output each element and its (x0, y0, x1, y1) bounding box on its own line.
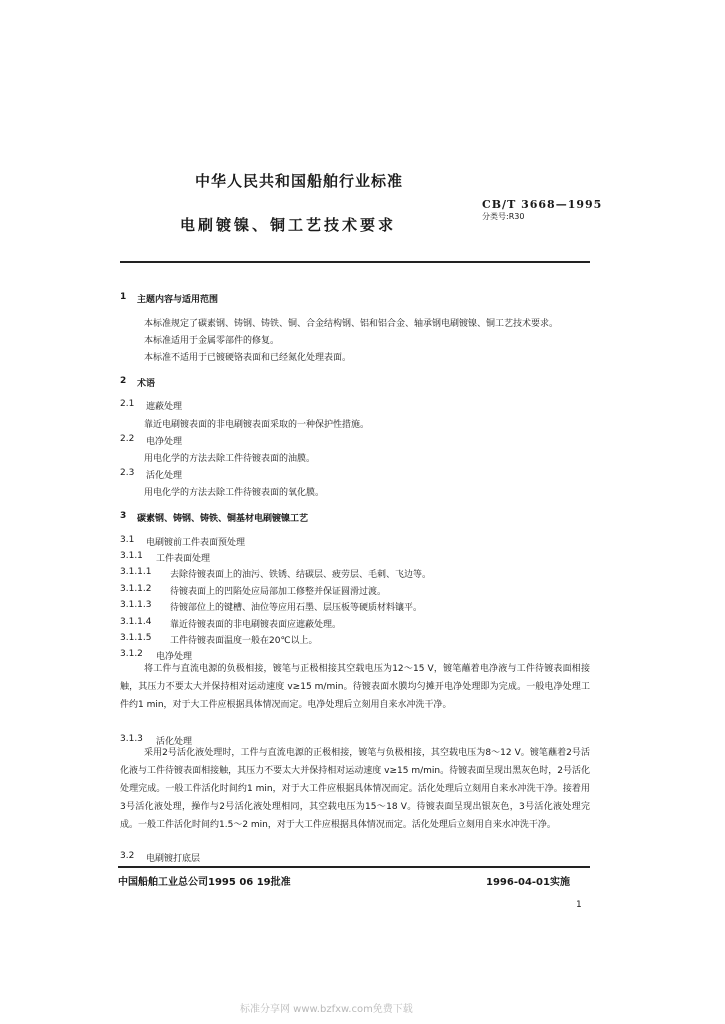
clause-3-1-2-title: 电净处理 (156, 652, 193, 662)
standard-code: CB/T 3668—1995 (482, 198, 603, 211)
clause-3-1-3-number: 3.1.3 (120, 734, 143, 744)
clause-3-1-2-number: 3.1.2 (120, 649, 143, 659)
clause-3-1-1-2-text: 待镀表面上的凹陷处应局部加工修整并保证圆滑过渡。 (170, 587, 387, 597)
approval-date: 中国船舶工业总公司1995 06 19批准 (118, 877, 291, 888)
term-2-3-number: 2.3 (120, 468, 135, 478)
clause-3-1-1-1-number: 3.1.1.1 (120, 567, 152, 577)
term-2-1-desc: 靠近电刷镀表面的非电刷镀表面采取的一种保护性措施。 (144, 420, 370, 430)
term-2-2-title: 电净处理 (146, 437, 183, 447)
section-1-number: 1 (120, 292, 127, 302)
clause-3-1-1-5-number: 3.1.1.5 (120, 633, 152, 643)
clause-3-1-1-3-text: 待镀部位上的键槽、油位等应用石墨、层压板等硬质材料镶平。 (170, 603, 423, 613)
clause-3-1-1-1-text: 去除待镀表面上的油污、铁锈、结碳层、疲劳层、毛刺、飞边等。 (170, 570, 432, 580)
term-2-1-title: 遮蔽处理 (146, 402, 183, 412)
section-2-title: 术语 (137, 379, 156, 389)
clause-3-2-title: 电刷镀打底层 (146, 854, 201, 864)
section-3-number: 3 (120, 511, 127, 521)
clause-3-1-1-3-number: 3.1.1.3 (120, 600, 152, 610)
section-2-number: 2 (120, 376, 127, 386)
section-3-title: 碳素钢、铸钢、铸铁、铜基材电刷镀镍工艺 (137, 514, 309, 524)
clause-3-1-1-5-text: 工件待镀表面温度一般在20℃以上。 (170, 636, 318, 646)
clause-3-1-3-title: 活化处理 (156, 737, 193, 747)
section-1-line-3: 本标准不适用于已镀硬铬表面和已经氮化处理表面。 (144, 353, 352, 363)
clause-3-1-title: 电刷镀前工件表面预处理 (146, 538, 246, 548)
page-number: 1 (576, 900, 582, 910)
term-2-3-title: 活化处理 (146, 471, 183, 481)
clause-3-1-1-number: 3.1.1 (120, 551, 143, 561)
implementation-date: 1996-04-01实施 (486, 877, 570, 888)
clause-3-2-number: 3.2 (120, 851, 135, 861)
clause-3-1-1-4-number: 3.1.1.4 (120, 617, 152, 627)
section-1-line-1: 本标准规定了碳素钢、铸钢、铸铁、铜、合金结构钢、铝和铝合金、轴承钢电刷镀镍、铜工艺技术要求。 (144, 319, 559, 329)
term-2-1-number: 2.1 (120, 399, 135, 409)
document-title: 电刷镀镍、铜工艺技术要求 (180, 216, 397, 234)
clause-3-1-2-paragraph: 将工件与直流电源的负极相接，镀笔与正极相接其空载电压为12～15 V，镀笔蘸着电净液与工件待镀表面相接触，其压力不要太大并保持相对运动速度 v≥15 m/min。待镀表面水膜均匀摊开电净处理即为完成。一般电净处理工件约1 min，对于大工件应根据具体情况而定。电净处理后立刻用自来水冲洗干净。 (120, 664, 590, 710)
term-2-2-number: 2.2 (120, 434, 135, 444)
industry-standard-title: 中华人民共和国船舶行业标准 (195, 172, 404, 190)
section-1-title: 主题内容与适用范围 (137, 295, 219, 305)
clause-3-1-1-4-text: 靠近待镀表面的非电刷镀表面应遮蔽处理。 (170, 620, 342, 630)
clause-3-1-3-paragraph: 采用2号活化液处理时，工件与直流电源的正极相接，镀笔与负极相接，其空载电压为8～12 V。镀笔蘸着2号活化液与工件待镀表面相接触，其压力不要太大并保持相对运动速度 v≥15 m/min。待镀表面呈现出黑灰色时，2号活化处理完成。一般工件活化时间约1 min，对于大工件应根据具体情况而定。活化处理后立刻用自来水冲洗干净。接着用3号活化液处理，操作与2号活化液处理相同，其空载电压为15～18 V。待镀表面呈现出银灰色，3号活化液处理完成。一般工件活化时间约1.5～2 min，对于大工件应根据具体情况而定。活化处理后立刻用自来水冲洗干净。 (120, 748, 590, 830)
term-2-3-desc: 用电化学的方法去除工件待镀表面的氧化膜。 (144, 488, 325, 498)
footer-divider (118, 866, 590, 868)
section-1-line-2: 本标准适用于金属零部件的修复。 (144, 336, 280, 346)
watermark: 标准分享网 www.bzfxw.com免费下载 (240, 1004, 413, 1015)
classification-number: 分类号:R30 (482, 212, 525, 221)
clause-3-1-1-2-number: 3.1.1.2 (120, 584, 152, 594)
term-2-2-desc: 用电化学的方法去除工件待镀表面的油膜。 (144, 454, 316, 464)
clause-3-1-1-title: 工件表面处理 (156, 554, 211, 564)
header-divider (120, 261, 590, 263)
clause-3-1-number: 3.1 (120, 535, 135, 545)
